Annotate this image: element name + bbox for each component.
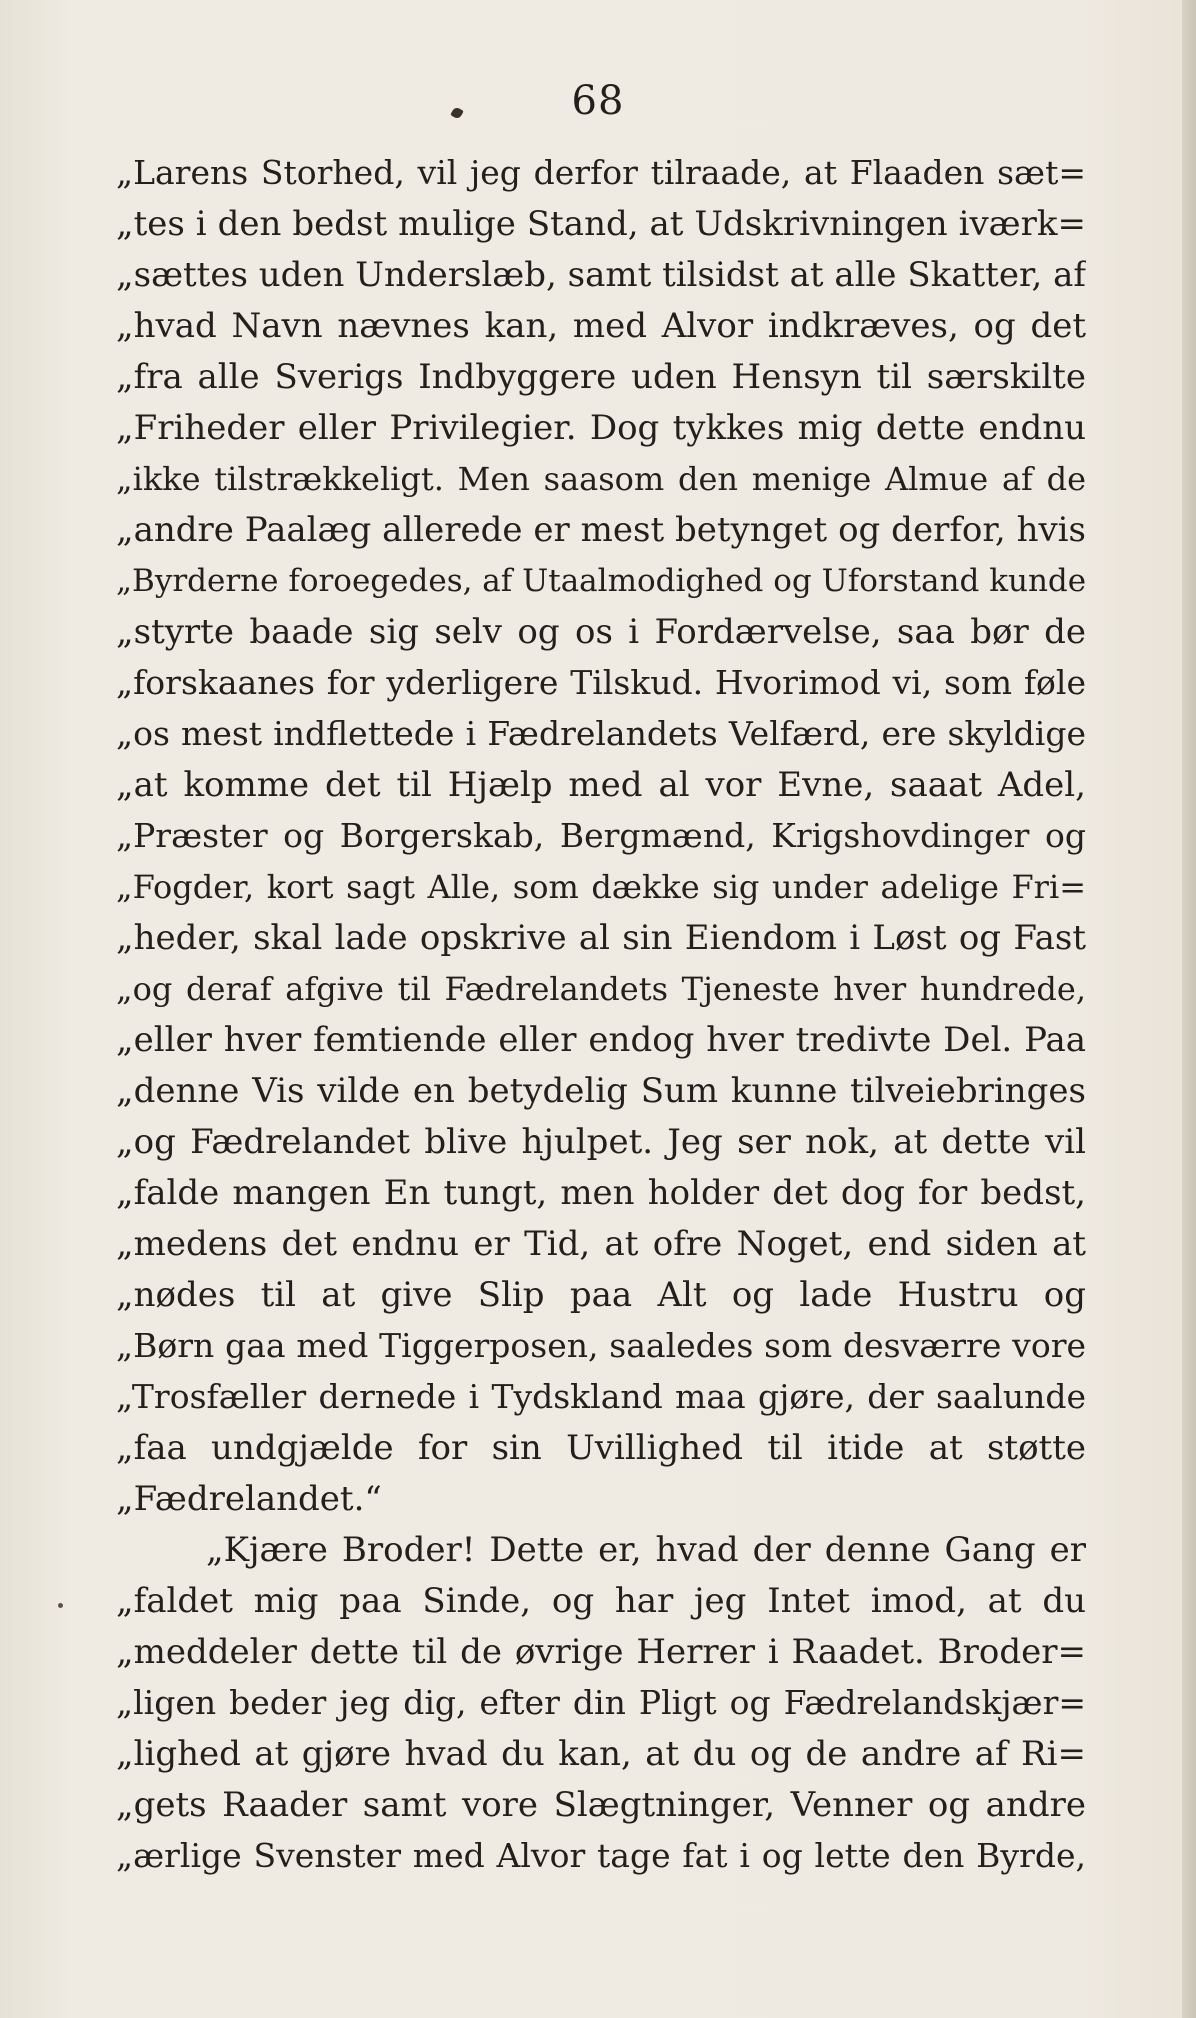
text-line: „Børn gaa med Tiggerposen, saaledes som desværre vore [116,1326,1086,1365]
text-line: „og deraf afgive til Fædrelandets Tjeneste hver hundrede, [116,970,1086,1008]
text-line: „Fogder, kort sagt Alle, som dække sig under adelige Fri= [116,868,1086,906]
text-line: „Larens Storhed, vil jeg derfor tilraade, at Flaaden sæt= [116,153,1086,192]
text-line: „andre Paalæg allerede er mest betynget og derfor, hvis [116,510,1086,550]
text-line: „styrte baade sig selv og os i Fordærvelse, saa bør de [116,612,1086,652]
text-line: „Byrderne foroegedes, af Utaalmodighed og Uforstand kunde [116,563,1086,599]
text-line: „meddeler dette til de øvrige Herrer i Raadet. Broder= [116,1632,1086,1672]
text-line: „fra alle Sverigs Indbyggere uden Hensyn til særskilte [116,357,1086,397]
text-line: „faa undgjælde for sin Uvillighed til itide at støtte [116,1428,1086,1468]
text-line: „forskaanes for yderligere Tilskud. Hvorimod vi, som føle [116,663,1086,702]
text-line-paragraph-start: „Kjære Broder! Dette er, hvad der denne Gang er [206,1530,1086,1570]
text-line: „eller hver femtiende eller endog hver tredivte Del. Paa [116,1020,1086,1060]
text-line: „medens det endnu er Tid, at ofre Noget, end siden at [116,1224,1086,1264]
text-line: „nødes til at give Slip paa Alt og lade Hustru og [116,1275,1086,1315]
text-line: „gets Raader samt vore Slægtninger, Venner og andre [116,1785,1086,1825]
text-line: „heder, skal lade opskrive al sin Eiendom i Løst og Fast [116,918,1086,958]
text-line: „tes i den bedst mulige Stand, at Udskrivningen iværk= [116,204,1086,244]
text-line: „og Fædrelandet blive hjulpet. Jeg ser nok, at dette vil [116,1122,1086,1162]
text-line-paragraph-end: „Fædrelandet.“ [116,1479,382,1519]
text-line: „denne Vis vilde en betydelig Sum kunne tilveiebringes [116,1071,1086,1111]
text-line: „ligen beder jeg dig, efter din Pligt og Fædrelandskjær= [116,1683,1086,1722]
text-line: „lighed at gjøre hvad du kan, at du og de andre af Ri= [116,1734,1086,1774]
text-line: „faldet mig paa Sinde, og har jeg Intet imod, at du [116,1581,1086,1621]
text-line: „ærlige Svenster med Alvor tage fat i og lette den Byrde, [116,1836,1086,1875]
text-line: „os mest indflettede i Fædrelandets Velfærd, ere skyldige [116,714,1086,753]
text-line: „at komme det til Hjælp med al vor Evne, saaat Adel, [116,765,1086,805]
text-line: „sættes uden Underslæb, samt tilsidst at alle Skatter, af [116,255,1086,295]
text-line: „falde mangen En tungt, men holder det dog for bedst, [116,1173,1086,1213]
text-line: „ikke tilstrækkeligt. Men saasom den menige Almue af de [116,460,1086,498]
text-line: „hvad Navn nævnes kan, med Alvor indkræves, og det [116,306,1086,346]
text-line: „Præster og Borgerskab, Bergmænd, Krigshovdinger og [116,816,1086,855]
text-line: „Trosfæller dernede i Tydskland maa gjøre, der saalunde [116,1377,1086,1416]
page-number: 68 [571,78,625,124]
text-line: „Friheder eller Privilegier. Dog tykkes mig dette endnu [116,408,1086,448]
